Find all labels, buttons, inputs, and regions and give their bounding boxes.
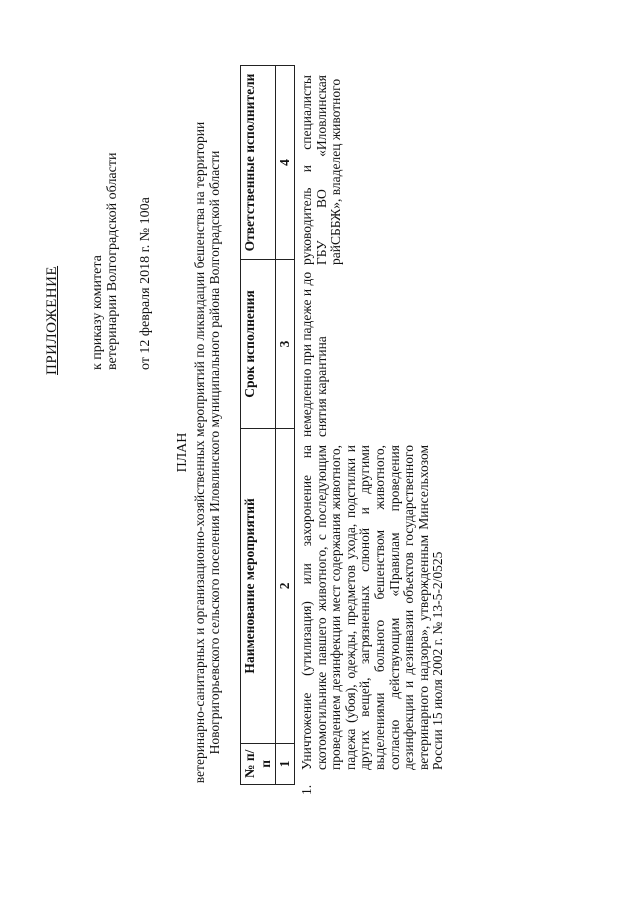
row-executors: руководитель и специалисты ГБУ ВО «Иловлинская райСББЖ», владелец животного <box>299 75 344 265</box>
order-reference-line2: ветеринарии Волгоградской области <box>105 152 120 370</box>
row-deadline: немедленно при падеже и до снятия карантина <box>299 271 329 437</box>
column-header-executors: Ответственные исполнители <box>241 66 276 260</box>
column-number: 2 <box>276 429 295 744</box>
order-date: от 12 февраля 2018 г. № 100а <box>138 197 153 370</box>
column-number-row <box>276 66 295 785</box>
appendix-title: ПРИЛОЖЕНИЕ <box>44 265 60 375</box>
table-header-row <box>241 66 276 785</box>
column-number: 1 <box>276 743 295 784</box>
plan-subtitle-line1: ветеринарно-санитарных и организационно-хозяйственных мероприятий по ликвидации бешенства на территории <box>192 121 207 784</box>
column-number: 4 <box>276 66 295 260</box>
column-header-deadline: Срок исполнения <box>241 259 276 428</box>
plan-subtitle-line2: Новогригорьевского сельского поселения Иловлинского муниципального района Волгоградской области <box>207 150 222 755</box>
plan-table <box>240 65 295 785</box>
order-reference-line1: к приказу комитета <box>90 255 105 370</box>
column-number: 3 <box>276 259 295 428</box>
row-measure-text: Уничтожение (утилизация) или захоронение на скотомогильнике павшего животного, с последующим проведением дезинфекции мест содержания животного, падежа (убоя), одежды, предметов ухода, подстилки и других вещей, загрязненных слюной и другими выделениями больного бешенством животного, согласно действующим «Правилам проведения дезинфекции и дезинвазии объектов государственного ветеринарного надзора», утвержденным Минсельхозом России 15 июля 2002 г. № 13-5-2/0525 <box>299 445 446 770</box>
plan-title: ПЛАН <box>175 432 190 473</box>
column-header-number: № п/п <box>241 743 276 784</box>
row-number: 1. <box>299 784 314 795</box>
column-header-measures: Наименование мероприятий <box>241 429 276 744</box>
